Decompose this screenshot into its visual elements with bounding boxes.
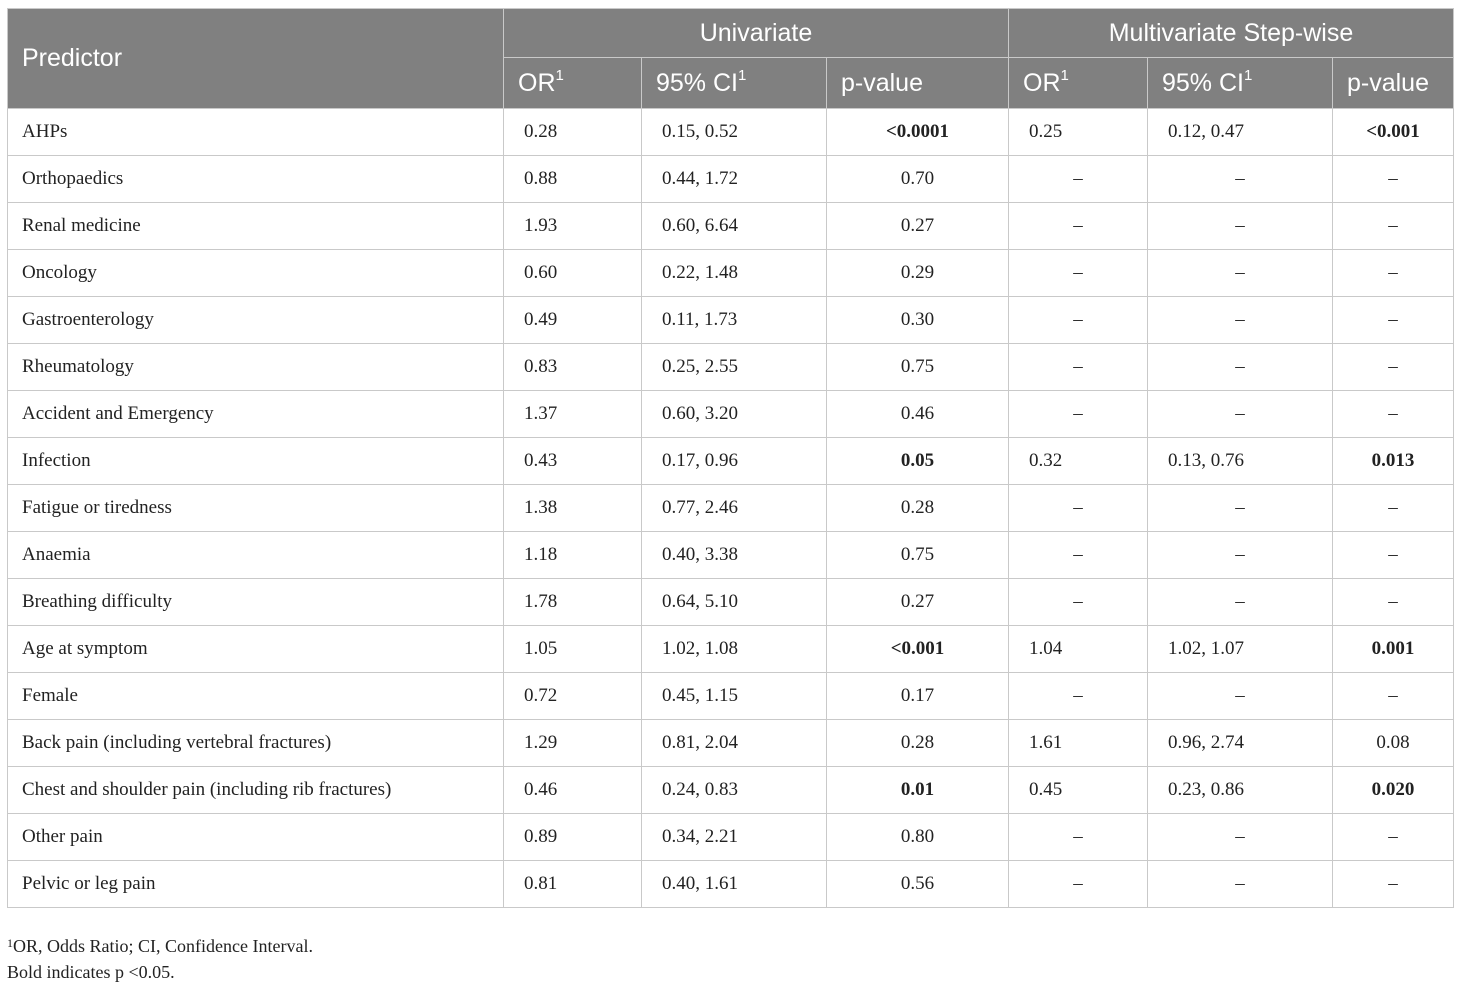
multivariate-pvalue-cell: – bbox=[1333, 344, 1454, 391]
multivariate-or-cell: 1.04 bbox=[1009, 626, 1148, 673]
univariate-pvalue-cell: 0.30 bbox=[827, 297, 1009, 344]
table-row bbox=[8, 626, 1454, 673]
predictor-cell: Infection bbox=[8, 438, 504, 485]
table-row bbox=[8, 203, 1454, 250]
univariate-pvalue-cell: 0.56 bbox=[827, 861, 1009, 908]
univariate-pvalue-cell: 0.27 bbox=[827, 579, 1009, 626]
multivariate-pvalue-cell: – bbox=[1333, 485, 1454, 532]
table-row bbox=[8, 673, 1454, 720]
table-row bbox=[8, 814, 1454, 861]
multivariate-or-cell: – bbox=[1009, 203, 1148, 250]
multivariate-or-cell: – bbox=[1009, 532, 1148, 579]
table-header bbox=[8, 9, 1454, 109]
predictor-cell: Rheumatology bbox=[8, 344, 504, 391]
predictor-cell: Other pain bbox=[8, 814, 504, 861]
multivariate-or-cell: 0.25 bbox=[1009, 109, 1148, 156]
multivariate-pvalue-cell: – bbox=[1333, 673, 1454, 720]
univariate-pvalue-cell: 0.05 bbox=[827, 438, 1009, 485]
univariate-or-cell: 1.18 bbox=[504, 532, 642, 579]
univariate-pvalue-cell: 0.75 bbox=[827, 532, 1009, 579]
univariate-ci-cell: 0.64, 5.10 bbox=[642, 579, 827, 626]
header-univariate: Univariate bbox=[504, 9, 1009, 58]
multivariate-pvalue-cell: – bbox=[1333, 532, 1454, 579]
multivariate-pvalue-cell: 0.08 bbox=[1333, 720, 1454, 767]
multivariate-pvalue-cell: 0.013 bbox=[1333, 438, 1454, 485]
footnote-bold-note: Bold indicates p <0.05. bbox=[7, 962, 175, 982]
univariate-ci-cell: 0.15, 0.52 bbox=[642, 109, 827, 156]
univariate-or-cell: 0.46 bbox=[504, 767, 642, 814]
univariate-pvalue-cell: <0.001 bbox=[827, 626, 1009, 673]
multivariate-ci-cell: 0.13, 0.76 bbox=[1148, 438, 1333, 485]
multivariate-or-cell: 1.61 bbox=[1009, 720, 1148, 767]
table-row bbox=[8, 767, 1454, 814]
multivariate-or-cell: – bbox=[1009, 485, 1148, 532]
univariate-ci-cell: 0.81, 2.04 bbox=[642, 720, 827, 767]
table-row bbox=[8, 579, 1454, 626]
univariate-ci-cell: 0.77, 2.46 bbox=[642, 485, 827, 532]
multivariate-pvalue-cell: <0.001 bbox=[1333, 109, 1454, 156]
univariate-ci-cell: 0.24, 0.83 bbox=[642, 767, 827, 814]
multivariate-ci-cell: 1.02, 1.07 bbox=[1148, 626, 1333, 673]
predictor-cell: Fatigue or tiredness bbox=[8, 485, 504, 532]
multivariate-ci-cell: – bbox=[1148, 391, 1333, 438]
univariate-ci-cell: 0.34, 2.21 bbox=[642, 814, 827, 861]
multivariate-or-cell: – bbox=[1009, 156, 1148, 203]
multivariate-pvalue-cell: 0.020 bbox=[1333, 767, 1454, 814]
predictor-cell: Female bbox=[8, 673, 504, 720]
footnote-abbreviations: $^1$OR, Odds Ratio; CI, Confidence Interval. bbox=[7, 936, 313, 956]
univariate-pvalue-cell: 0.28 bbox=[827, 485, 1009, 532]
multivariate-ci-cell: – bbox=[1148, 250, 1333, 297]
header-multivariate: Multivariate Step-wise bbox=[1009, 9, 1454, 58]
results-table-container bbox=[7, 8, 1453, 908]
univariate-or-cell: 0.60 bbox=[504, 250, 642, 297]
univariate-ci-cell: 0.45, 1.15 bbox=[642, 673, 827, 720]
predictor-cell: Age at symptom bbox=[8, 626, 504, 673]
table-row bbox=[8, 109, 1454, 156]
multivariate-ci-cell: 0.23, 0.86 bbox=[1148, 767, 1333, 814]
univariate-pvalue-cell: 0.01 bbox=[827, 767, 1009, 814]
multivariate-pvalue-cell: – bbox=[1333, 203, 1454, 250]
table-row bbox=[8, 391, 1454, 438]
multivariate-or-cell: – bbox=[1009, 814, 1148, 861]
predictor-cell: Renal medicine bbox=[8, 203, 504, 250]
predictor-cell: Gastroenterology bbox=[8, 297, 504, 344]
univariate-or-cell: 0.88 bbox=[504, 156, 642, 203]
table-row bbox=[8, 720, 1454, 767]
multivariate-pvalue-cell: 0.001 bbox=[1333, 626, 1454, 673]
univariate-or-cell: 0.72 bbox=[504, 673, 642, 720]
predictor-cell: Back pain (including vertebral fractures) bbox=[8, 720, 504, 767]
multivariate-pvalue-cell: – bbox=[1333, 861, 1454, 908]
multivariate-ci-cell: – bbox=[1148, 532, 1333, 579]
regression-table bbox=[7, 8, 1454, 908]
univariate-or-cell: 0.89 bbox=[504, 814, 642, 861]
univariate-pvalue-cell: 0.27 bbox=[827, 203, 1009, 250]
multivariate-pvalue-cell: – bbox=[1333, 250, 1454, 297]
univariate-ci-cell: 0.60, 3.20 bbox=[642, 391, 827, 438]
multivariate-pvalue-cell: – bbox=[1333, 391, 1454, 438]
header-multivariate-ci: 95% $CI^1$ bbox=[1148, 58, 1333, 109]
multivariate-pvalue-cell: – bbox=[1333, 814, 1454, 861]
univariate-or-cell: 1.38 bbox=[504, 485, 642, 532]
header-multivariate-or: $OR^1$ bbox=[1009, 58, 1148, 109]
predictor-cell: Chest and shoulder pain (including rib fractures) bbox=[8, 767, 504, 814]
table-row bbox=[8, 297, 1454, 344]
univariate-or-cell: 0.43 bbox=[504, 438, 642, 485]
table-row bbox=[8, 250, 1454, 297]
univariate-ci-cell: 0.22, 1.48 bbox=[642, 250, 827, 297]
table-row bbox=[8, 861, 1454, 908]
table-row bbox=[8, 485, 1454, 532]
univariate-ci-cell: 0.40, 1.61 bbox=[642, 861, 827, 908]
multivariate-or-cell: 0.32 bbox=[1009, 438, 1148, 485]
univariate-pvalue-cell: 0.75 bbox=[827, 344, 1009, 391]
multivariate-or-cell: – bbox=[1009, 861, 1148, 908]
multivariate-or-cell: – bbox=[1009, 297, 1148, 344]
multivariate-or-cell: – bbox=[1009, 391, 1148, 438]
univariate-or-cell: 0.83 bbox=[504, 344, 642, 391]
univariate-ci-cell: 1.02, 1.08 bbox=[642, 626, 827, 673]
univariate-or-cell: 0.81 bbox=[504, 861, 642, 908]
multivariate-pvalue-cell: – bbox=[1333, 297, 1454, 344]
multivariate-ci-cell: – bbox=[1148, 814, 1333, 861]
univariate-or-cell: 1.37 bbox=[504, 391, 642, 438]
multivariate-or-cell: – bbox=[1009, 673, 1148, 720]
univariate-pvalue-cell: 0.29 bbox=[827, 250, 1009, 297]
univariate-or-cell: 1.93 bbox=[504, 203, 642, 250]
univariate-or-cell: 1.05 bbox=[504, 626, 642, 673]
predictor-cell: Breathing difficulty bbox=[8, 579, 504, 626]
univariate-pvalue-cell: 0.80 bbox=[827, 814, 1009, 861]
header-univariate-pvalue: p-value bbox=[827, 58, 1009, 109]
multivariate-ci-cell: – bbox=[1148, 861, 1333, 908]
univariate-pvalue-cell: 0.28 bbox=[827, 720, 1009, 767]
multivariate-pvalue-cell: – bbox=[1333, 156, 1454, 203]
multivariate-pvalue-cell: – bbox=[1333, 579, 1454, 626]
multivariate-or-cell: 0.45 bbox=[1009, 767, 1148, 814]
predictor-cell: Orthopaedics bbox=[8, 156, 504, 203]
table-row bbox=[8, 532, 1454, 579]
predictor-cell: Anaemia bbox=[8, 532, 504, 579]
predictor-cell: Oncology bbox=[8, 250, 504, 297]
predictor-cell: AHPs bbox=[8, 109, 504, 156]
univariate-ci-cell: 0.40, 3.38 bbox=[642, 532, 827, 579]
table-row bbox=[8, 438, 1454, 485]
table-body bbox=[8, 109, 1454, 908]
univariate-pvalue-cell: 0.46 bbox=[827, 391, 1009, 438]
table-row bbox=[8, 156, 1454, 203]
univariate-pvalue-cell: 0.70 bbox=[827, 156, 1009, 203]
multivariate-or-cell: – bbox=[1009, 344, 1148, 391]
multivariate-ci-cell: – bbox=[1148, 673, 1333, 720]
table-row bbox=[8, 344, 1454, 391]
multivariate-ci-cell: – bbox=[1148, 485, 1333, 532]
univariate-ci-cell: 0.60, 6.64 bbox=[642, 203, 827, 250]
univariate-or-cell: 0.28 bbox=[504, 109, 642, 156]
univariate-ci-cell: 0.44, 1.72 bbox=[642, 156, 827, 203]
univariate-ci-cell: 0.11, 1.73 bbox=[642, 297, 827, 344]
multivariate-or-cell: – bbox=[1009, 579, 1148, 626]
multivariate-or-cell: – bbox=[1009, 250, 1148, 297]
multivariate-ci-cell: – bbox=[1148, 579, 1333, 626]
multivariate-ci-cell: 0.96, 2.74 bbox=[1148, 720, 1333, 767]
univariate-or-cell: 1.29 bbox=[504, 720, 642, 767]
univariate-or-cell: 1.78 bbox=[504, 579, 642, 626]
multivariate-ci-cell: – bbox=[1148, 297, 1333, 344]
header-univariate-or: $OR^1$ bbox=[504, 58, 642, 109]
header-univariate-ci: 95% $CI^1$ bbox=[642, 58, 827, 109]
multivariate-ci-cell: – bbox=[1148, 156, 1333, 203]
univariate-or-cell: 0.49 bbox=[504, 297, 642, 344]
univariate-ci-cell: 0.17, 0.96 bbox=[642, 438, 827, 485]
predictor-cell: Accident and Emergency bbox=[8, 391, 504, 438]
header-multivariate-pvalue: p-value bbox=[1333, 58, 1454, 109]
predictor-cell: Pelvic or leg pain bbox=[8, 861, 504, 908]
univariate-pvalue-cell: <0.0001 bbox=[827, 109, 1009, 156]
univariate-pvalue-cell: 0.17 bbox=[827, 673, 1009, 720]
header-predictor: Predictor bbox=[8, 9, 504, 109]
multivariate-ci-cell: 0.12, 0.47 bbox=[1148, 109, 1333, 156]
multivariate-ci-cell: – bbox=[1148, 203, 1333, 250]
multivariate-ci-cell: – bbox=[1148, 344, 1333, 391]
univariate-ci-cell: 0.25, 2.55 bbox=[642, 344, 827, 391]
